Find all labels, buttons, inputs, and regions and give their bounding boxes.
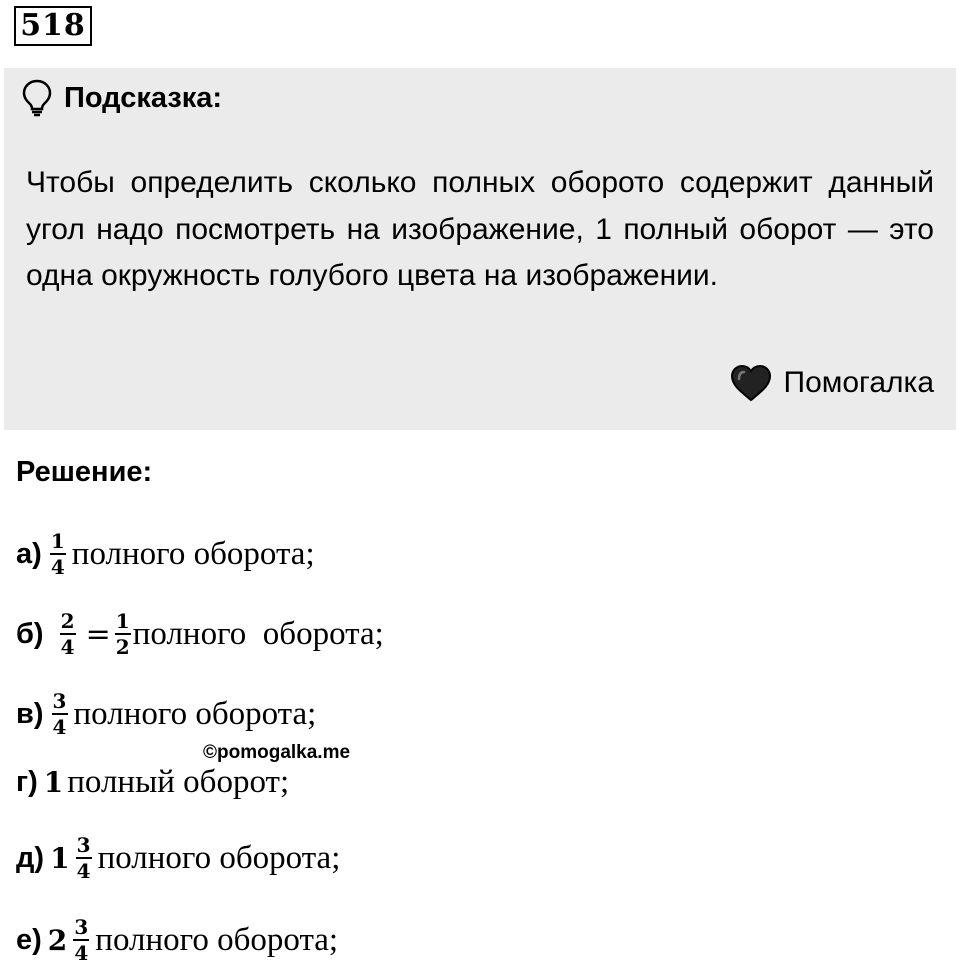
- fraction: [115, 610, 131, 658]
- answer-text: полного оборота;: [95, 921, 339, 958]
- hint-header: [22, 78, 222, 118]
- fraction: [73, 916, 89, 964]
- denominator: 4: [52, 715, 67, 739]
- answer-text: полного оборота;: [97, 839, 341, 876]
- numerator: 3: [76, 833, 91, 857]
- numerator: 2: [60, 609, 75, 633]
- solution-title: Решение:: [16, 456, 153, 488]
- answer-v: [16, 684, 316, 744]
- answer-e: [16, 910, 338, 970]
- denominator: 2: [115, 635, 130, 659]
- hint-text: Чтобы определить сколько полных оборото содержит данный угол надо посмотреть на изображение, 1 полный оборот — это одна окружность голубого цвета на изображении.: [26, 166, 934, 292]
- answer-label: б): [16, 617, 44, 650]
- whole-number: 2: [47, 923, 68, 957]
- hint-title: Подсказка:: [64, 81, 223, 114]
- fraction: [76, 834, 92, 882]
- answer-label: в): [16, 697, 44, 730]
- heart-icon: [730, 364, 772, 402]
- numerator: 1: [115, 609, 130, 633]
- answer-label: д): [16, 841, 45, 874]
- fraction: [50, 530, 66, 578]
- whole-number: 1: [43, 765, 64, 799]
- numerator: 3: [52, 689, 67, 713]
- equals-sign: =: [85, 616, 111, 652]
- denominator: 4: [50, 555, 65, 579]
- answer-text: полного оборота;: [73, 695, 317, 732]
- answer-a: [16, 524, 315, 584]
- answer-d: [16, 828, 340, 888]
- answer-label: а): [16, 537, 42, 570]
- task-number: 518: [14, 6, 92, 46]
- answer-text: полный оборот;: [67, 763, 290, 800]
- fraction: [52, 690, 68, 738]
- brand-name: Помогалка: [783, 366, 934, 399]
- lightbulb-icon: [22, 79, 52, 117]
- answer-g: [16, 752, 289, 812]
- answer-b: [16, 604, 384, 664]
- hint-box: [4, 68, 956, 430]
- whole-number: 1: [50, 841, 70, 875]
- brand: [730, 364, 935, 402]
- denominator: 4: [76, 859, 91, 883]
- denominator: 4: [60, 635, 75, 659]
- answer-text: полного оборота;: [71, 535, 315, 572]
- watermark: ©pomogalka.me: [203, 742, 351, 763]
- answer-label: е): [16, 923, 42, 956]
- numerator: 3: [74, 915, 89, 939]
- fraction: [60, 610, 76, 658]
- answer-text: полного оборота;: [132, 615, 384, 652]
- numerator: 1: [50, 529, 65, 553]
- denominator: 4: [74, 941, 89, 965]
- answer-label: г): [16, 765, 38, 798]
